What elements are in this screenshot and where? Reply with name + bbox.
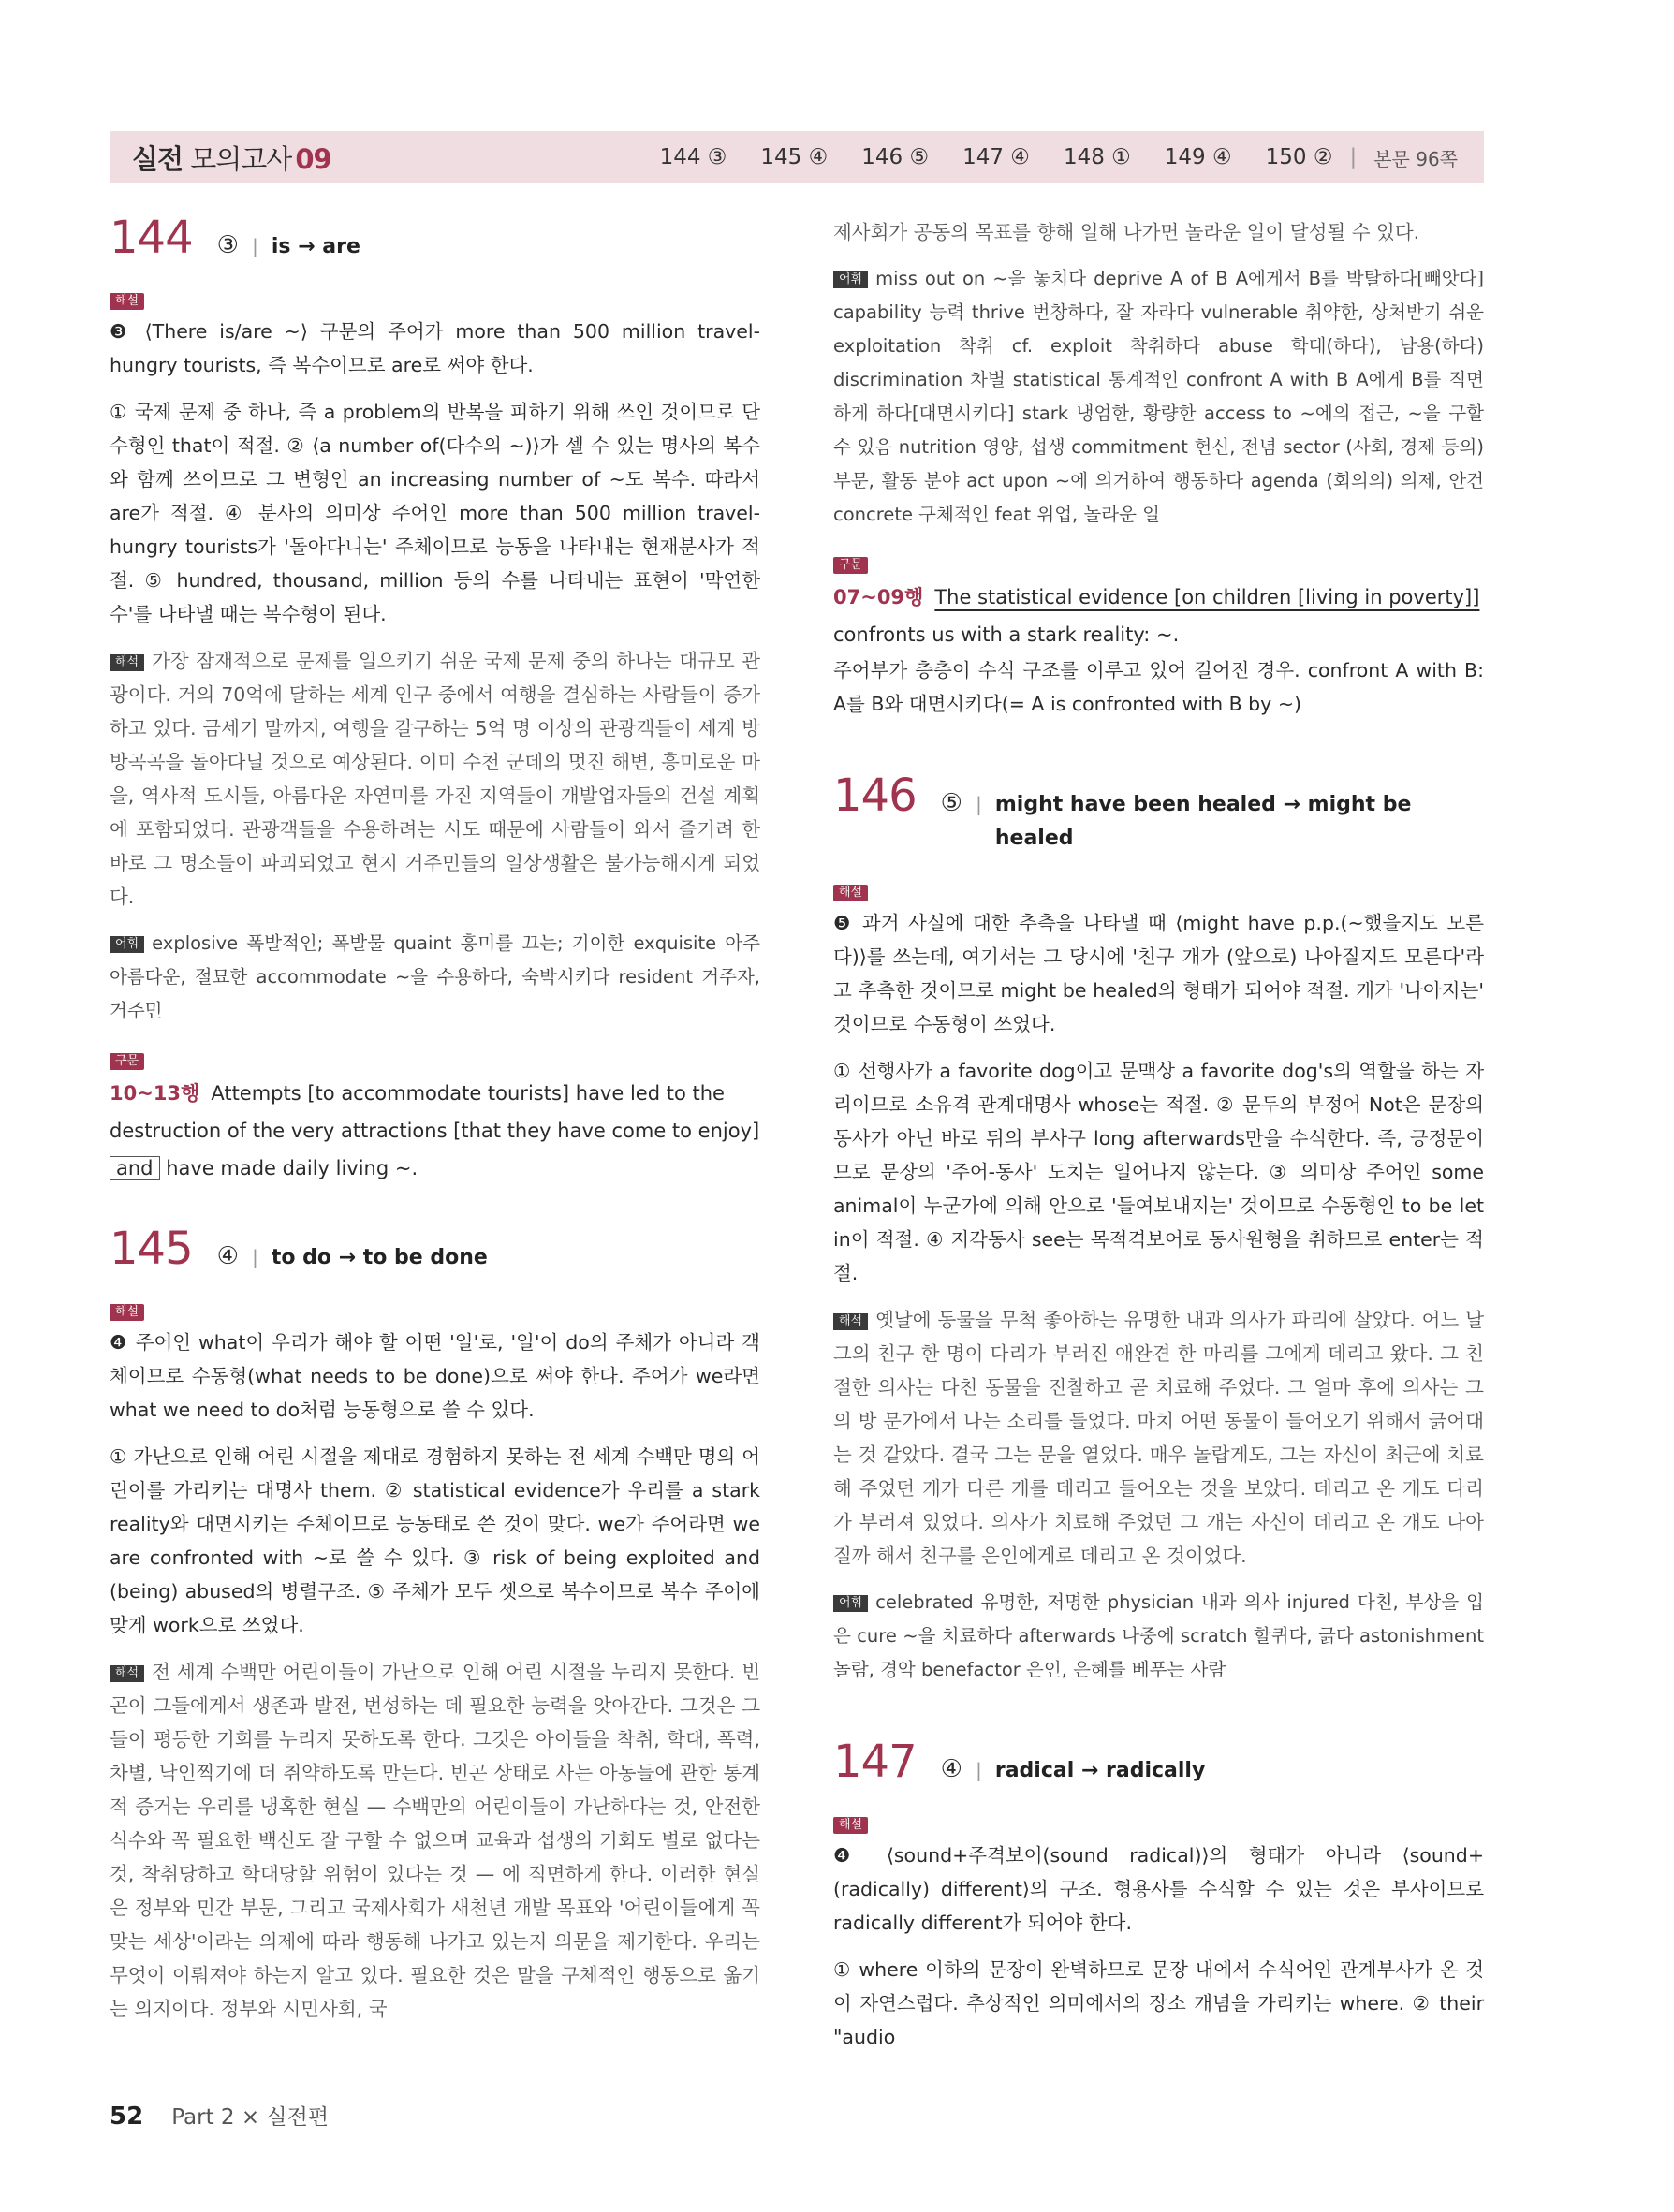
heading-divider: | [975, 793, 982, 815]
q145-heading [110, 1223, 760, 1275]
answer-148: 148 ① [1063, 145, 1131, 169]
q145-structure-line1 [833, 579, 1484, 616]
q145-translation [110, 1655, 760, 2026]
section-spacer [833, 734, 1484, 773]
q146-answer: ⑤ [940, 789, 962, 817]
q146-correction: might have been healed → might be healed [994, 793, 1412, 850]
q144-structure-line1 [110, 1075, 760, 1112]
page-footer [110, 2100, 329, 2131]
explain-tag: 해설 [110, 293, 144, 310]
right-column [833, 215, 1484, 2067]
q147-correction: radical → radically [994, 1759, 1206, 1782]
q146-vocab-text: celebrated 유명한, 저명한 physician 내과 의사 injured 다친, 부상을 입은 cure ~을 치료하다 afterwards 나중에 scratch 할퀴다, 긁다 astonishment 놀람, 경악 benefactor 은인, 은혜를 베푸는 사람 [833, 1591, 1484, 1680]
answer-key [626, 131, 1458, 183]
page-number: 52 [110, 2102, 144, 2131]
q145-explain-main: ❹ 주어인 what이 우리가 해야 할 어떤 '일'로, '일'이 do의 주체가 아니라 객체이므로 수동형(what needs to be done)으로 써야 한다. 주어가 we라면 what we need to do처럼 능동형으로 쓸 수 있다. [110, 1331, 760, 1421]
q144-translation-text: 가장 잠재적으로 문제를 일으키기 쉬운 국제 문제 중의 하나는 대규모 관광이다. 거의 70억에 달하는 세계 인구 중에서 여행을 결심하는 사람들이 증가하고 있다. 금세기 말까지, 여행을 갈구하는 5억 명 이상의 관광객들이 세계 방방곡곡을 돌아다닐 것으로 예상된다. 이미 수천 군데의 멋진 해변, 흥미로운 마을, 역사적 도시들, 아름다운 자연미를 가진 지역들이 개발업자들의 건설 계획에 포함되었다. 관광객들을 수용하려는 시도 때문에 사람들이 와서 즐기려 한 바로 그 명소들이 파괴되었고 현지 거주민들의 일상생활은 불가능해지게 되었다. [110, 650, 761, 908]
section-spacer [833, 1700, 1484, 1739]
heading-divider: | [975, 1759, 982, 1781]
q146-translation-text: 옛날에 동물을 무척 좋아하는 유명한 내과 의사가 파리에 살았다. 어느 날 그의 친구 한 명이 다리가 부러진 애완견 한 마리를 그에게 데리고 왔다. 그 친절한 의사는 다친 동물을 진찰하고 곧 치료해 주었다. 그 얼마 후에 의사는 그의 방 문가에서 나는 소리를 들었다. 마치 어떤 동물이 들어오기 위해서 긁어대는 것 같았다. 결국 그는 문을 열었다. 매우 놀랍게도, 그는 자신이 최근에 치료해 주었던 개가 다른 개를 데리고 들어오는 것을 보았다. 데리고 온 개도 다리가 부러져 있었다. 의사가 치료해 주었던 그 개는 자신이 데리고 온 개도 나아질까 해서 친구를 은인에게로 데리고 온 것이었다. [833, 1309, 1484, 1567]
header-title-rest: 모의고사 [183, 142, 292, 175]
q144-vocab [110, 927, 760, 1028]
q147-explain-others: ① where 이하의 문장이 완벽하므로 문장 내에서 수식어인 관계부사가 온 것이 자연스럽다. 추상적인 의미에서의 장소 개념을 가리키는 where. ② their "audio [833, 1958, 1484, 2048]
heading-divider: | [251, 1246, 258, 1268]
q144-number: 144 [110, 212, 193, 264]
q145-vocab [833, 262, 1484, 532]
q144-structure-and: and [110, 1156, 160, 1180]
q144-heading [110, 212, 760, 264]
q144-vocab-text: explosive 폭발적인; 폭발물 quaint 흥미를 끄는; 기이한 exquisite 아주 아름다운, 절묘한 accommodate ~을 수용하다, 숙박시키다 resident 거주자, 거주민 [110, 932, 760, 1021]
q145-translation-continued: 제사회가 공동의 목표를 향해 일해 나가면 놀라운 일이 달성될 수 있다. [833, 221, 1420, 243]
q144-structure-line3 [110, 1150, 760, 1187]
q146-vocab [833, 1586, 1484, 1687]
q145-structure-ref: 07~09행 [833, 586, 924, 608]
answer-147: 147 ④ [962, 145, 1030, 169]
q147-heading [833, 1736, 1484, 1788]
answer-150: 150 ② [1265, 145, 1333, 169]
q144-correction: is → are [271, 235, 360, 258]
q144-answer: ③ [216, 231, 239, 259]
footer-part: Part 2 × 실전편 [171, 2105, 330, 2130]
q146-translation [833, 1303, 1484, 1573]
q147-number: 147 [833, 1736, 917, 1788]
q144-translation [110, 644, 760, 914]
q145-translation-text: 전 세계 수백만 어린이들이 가난으로 인해 어린 시절을 누리지 못한다. 빈곤이 그들에게서 생존과 발전, 번성하는 데 필요한 능력을 앗아간다. 그것은 그들이 평등한 기회를 누리지 못하도록 한다. 그것은 아이들을 착취, 학대, 폭력, 차별, 낙인찍기에 더 취약하도록 만든다. 빈곤 상태로 사는 아동들에 관한 통계적 증거는 우리를 냉혹한 현실 — 수백만의 어린이들이 가난하다는 것, 안전한 식수와 꼭 필요한 백신도 잘 구할 수 없으며 교육과 섭생의 기회도 별로 없다는 것, 착취당하고 학대당할 위험이 있다는 것 — 에 직면하게 한다. 이러한 현실은 정부와 민간 부문, 그리고 국제사회가 새천년 개발 목표와 '어린이들에게 꼭 맞는 세상'이라는 의제에 따라 행동해 나가고 있는지 의문을 제기한다. 우리는 무엇이 이뤄져야 하는지 알고 있다. 필요한 것은 말을 구체적인 행동으로 옮기는 의지이다. 정부와 시민사회, 국 [110, 1661, 760, 2020]
q144-structure-line2: destruction of the very attractions [that they have come to enjoy] [110, 1120, 760, 1142]
translation-tag: 해석 [833, 1313, 868, 1330]
q144-structure-text3: have made daily living ~. [166, 1157, 418, 1179]
header-divider: | [1349, 145, 1358, 169]
vocab-tag: 어휘 [833, 271, 868, 288]
q145-number: 145 [110, 1223, 193, 1275]
structure-tag: 구문 [833, 557, 868, 574]
q144-structure-ref: 10~13행 [110, 1082, 200, 1105]
q145-vocab-text: miss out on ~을 놓치다 deprive A of B A에게서 B를 박탈하다[빼앗다] capability 능력 thrive 번창하다, 잘 자라다 vulnerable 취약한, 상처받기 쉬운 exploitation 착취 cf. exploit 착취하다 abuse 학대(하다), 남용(하다) discrimination 차별 statistical 통계적인 confront A with B A에게 B를 직면하게 하다[대면시키다] stark 냉엄한, 황량한 access to ~에의 접근, ~을 구할 수 있음 nutrition 영양, 섭생 commitment 헌신, 전념 sector (사회, 경제 등의) 부문, 활동 분야 act upon ~에 의거하여 행동하다 agenda (회의의) 의제, 안건 concrete 구체적인 feat 위업, 놀라운 일 [833, 268, 1484, 525]
explain-tag: 해설 [833, 885, 868, 901]
q146-heading [833, 769, 1484, 856]
explain-tag: 해설 [110, 1304, 144, 1321]
answer-149: 149 ④ [1164, 145, 1232, 169]
page-ref: 본문 96쪽 [1373, 147, 1458, 170]
structure-tag: 구문 [110, 1053, 144, 1070]
q146-explain-main: ❺ 과거 사실에 대한 추측을 나타낼 때 ⟨might have p.p.(~했을지도 모른다)⟩를 쓰는데, 여기서는 그 당시에 '친구 개가 (앞으로) 나아질지도 모른다'라고 추측한 것이므로 might be healed의 형태가 되어야 적절. 개가 '나아지는' 것이므로 수동형이 쓰였다. [833, 912, 1484, 1035]
heading-divider: | [251, 235, 258, 257]
translation-tag: 해석 [110, 654, 144, 671]
vocab-tag: 어휘 [110, 936, 144, 953]
q145-structure-text1: The statistical evidence [on children [living in poverty]] [934, 586, 1480, 608]
q144-explain-others: ① 국제 문제 중 하나, 즉 a problem의 반복을 피하기 위해 쓰인 것이므로 단수형인 that이 적절. ② ⟨a number of(다수의 ~)⟩가 셀 수 있는 명사의 복수와 함께 쓰이므로 그 변형인 an increasing number of ~도 복수. 따라서 are가 적절. ④ 분사의 의미상 주어인 more than 500 million travel-hungry tourists가 '돌아다니는' 주체이므로 능동을 나타내는 현재분사가 적절. ⑤ hundred, thousand, million 등의 수를 나타내는 표현이 '막연한 수'를 나타낼 때는 복수형이 된다. [110, 401, 760, 625]
q146-number: 146 [833, 769, 917, 822]
q147-answer: ④ [940, 1755, 962, 1783]
q147-explain-main: ❹ ⟨sound+주격보어(sound radical)⟩의 형태가 아니라 ⟨sound+(radically) different⟩의 구조. 형용사를 수식할 수 있는 것은 부사이므로 radically different가 되어야 한다. [833, 1844, 1484, 1934]
page-header [110, 131, 1484, 183]
header-title-num: 09 [295, 142, 331, 175]
q145-answer: ④ [216, 1242, 239, 1270]
answer-146: 146 ⑤ [861, 145, 930, 169]
header-title-bold: 실전 [132, 142, 184, 175]
left-column [110, 212, 761, 2039]
q146-explain-others: ① 선행사가 a favorite dog이고 문맥상 a favorite dog's의 역할을 하는 자리이므로 소유격 관계대명사 whose는 적절. ② 문두의 부정어 Not은 문장의 동사가 아닌 바로 뒤의 부사구 long afterwards만을 수식한다. 즉, 긍정문이므로 문장의 '주어-동사' 도치는 일어나지 않는다. ③ 의미상 주어인 some animal이 누군가에 의해 안으로 '들여보내지는' 것이므로 수동형인 to be let in이 적절. ④ 지각동사 see는 목적격보어로 동사원형을 취하므로 enter는 적절. [833, 1060, 1484, 1284]
q144-explain-main: ❸ ⟨There is/are ~⟩ 구문의 주어가 more than 500 million travel-hungry tourists, 즉 복수이므로 are로 써야 한다. [110, 320, 760, 376]
answer-145: 145 ④ [760, 145, 829, 169]
vocab-tag: 어휘 [833, 1595, 868, 1612]
translation-tag: 해석 [110, 1665, 144, 1682]
q144-structure-text1: Attempts [to accommodate tourists] have led to the [211, 1082, 725, 1105]
q145-structure-note: 주어부가 층층이 수식 구조를 이루고 있어 길어진 경우. confront A with B: A를 B와 대면시키다(= A is confronted with B by ~) [833, 659, 1484, 715]
explain-tag: 해설 [833, 1817, 868, 1834]
q145-correction: to do → to be done [271, 1246, 488, 1269]
header-title [132, 139, 331, 177]
answer-144: 144 ③ [659, 145, 727, 169]
q145-structure-line2: confronts us with a stark reality: ~. [833, 623, 1180, 646]
q145-explain-others: ① 가난으로 인해 어린 시절을 제대로 경험하지 못하는 전 세계 수백만 명의 어린이를 가리키는 대명사 them. ② statistical evidence가 우리를 a stark reality와 대면시키는 주체이므로 능동태로 쓴 것이 맞다. we가 주어라면 we are confronted with ~로 쓸 수 있다. ③ risk of being exploited and (being) abused의 병렬구조. ⑤ 주체가 모두 셋으로 복수이므로 복수 주어에 맞게 work으로 쓰였다. [110, 1445, 760, 1636]
section-spacer [110, 1187, 760, 1226]
